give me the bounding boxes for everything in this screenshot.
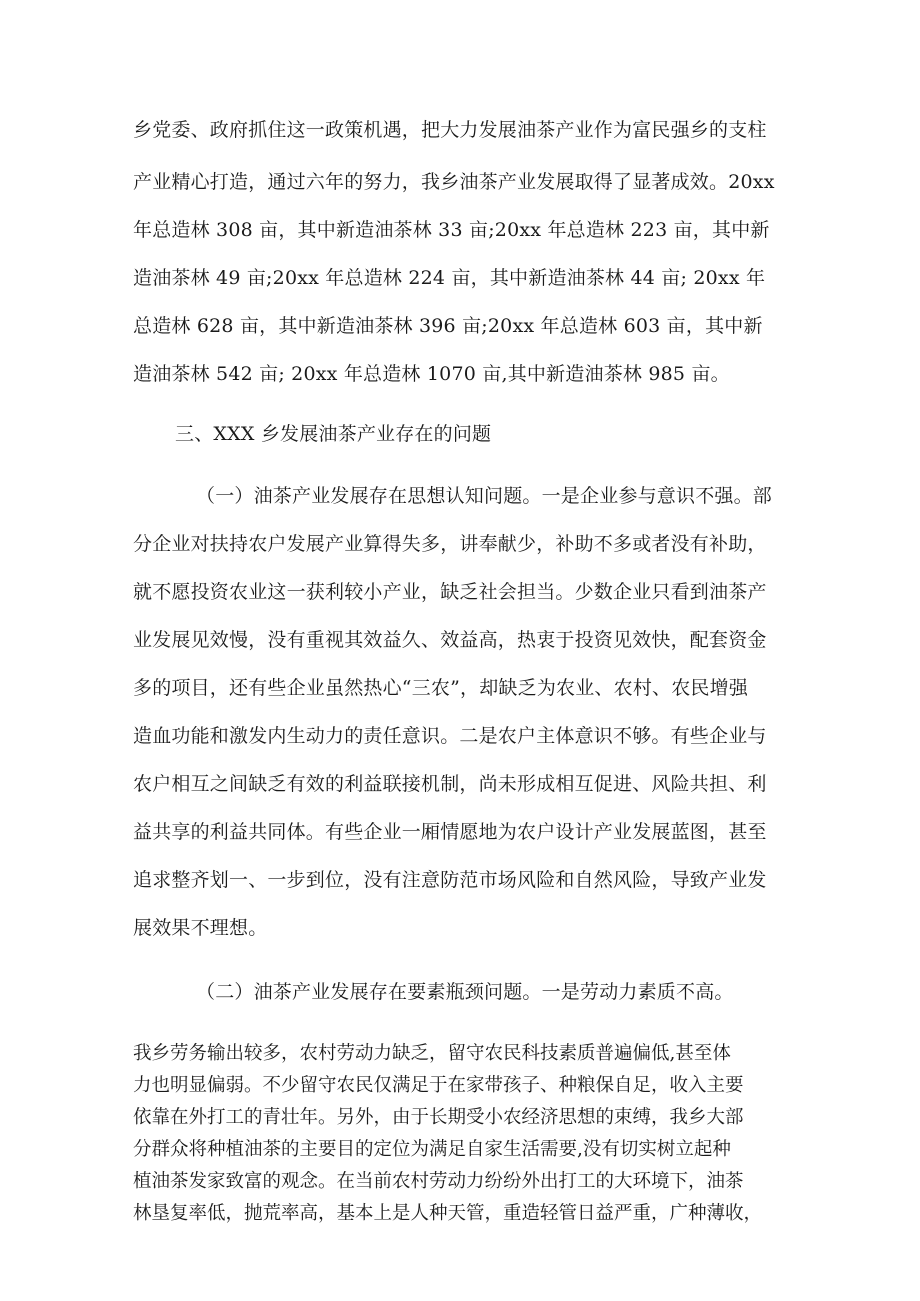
para-one-line-6: 造血功能和激发内生动力的责任意识。二是农户主体意识不够。有些企业与 bbox=[133, 725, 767, 747]
para-two-line-4: 分群众将种植油茶的主要目的定位为满足自家生活需要,没有切实树立起种 bbox=[133, 1139, 731, 1160]
para-two-heading: （二）油茶产业发展存在要素瓶颈问题。一是劳动力素质不高。 bbox=[196, 981, 734, 1003]
para-one-line-10: 展效果不理想。 bbox=[133, 917, 268, 939]
para-two-line-6: 林垦复率低，抛荒率高，基本上是人种天管，重造轻管日益严重，广种薄收， bbox=[133, 1203, 763, 1224]
para-two-line-3: 依靠在外打工的青壮年。另外，由于长期受小农经济思想的束缚，我乡大部 bbox=[133, 1107, 744, 1128]
para-one-line-2: 分企业对扶持农户发展产业算得失多，讲奉献少，补助不多或者没有补助， bbox=[133, 533, 767, 555]
intro-line-5: 总造林 628 亩，其中新造油茶林 396 亩;20xx 年总造林 603 亩，其中新 bbox=[133, 315, 763, 337]
para-one-line-7: 农户相互之间缺乏有效的利益联接机制，尚未形成相互促进、风险共担、利 bbox=[133, 773, 767, 795]
para-two-line-1: 我乡劳务输出较多，农村劳动力缺乏，留守农民科技素质普遍偏低,甚至体 bbox=[133, 1043, 731, 1064]
intro-line-6: 造油茶林 542 亩; 20xx 年总造林 1070 亩,其中新造油茶林 985 亩。 bbox=[133, 363, 730, 385]
para-two-line-2: 力也明显偏弱。不少留守农民仅满足于在家带孩子、种粮保自足，收入主要 bbox=[133, 1075, 744, 1096]
para-one-line-3: 就不愿投资农业这一获利较小产业，缺乏社会担当。少数企业只看到油茶产 bbox=[133, 581, 767, 603]
para-one-line-1: （一）油茶产业发展存在思想认知问题。一是企业参与意识不强。部 bbox=[196, 485, 773, 507]
para-one-line-9: 追求整齐划一、一步到位，没有注意防范市场风险和自然风险，导致产业发 bbox=[133, 869, 767, 891]
section-heading: 三、XXX 乡发展油茶产业存在的问题 bbox=[175, 423, 492, 445]
para-two-line-5: 植油茶发家致富的观念。在当前农村劳动力纷纷外出打工的大环境下，油茶 bbox=[133, 1171, 744, 1192]
para-one-line-8: 益共享的利益共同体。有些企业一厢情愿地为农户设计产业发展蓝图，甚至 bbox=[133, 821, 767, 843]
para-one-line-5: 多的项目，还有些企业虽然热心“三农”，却缺乏为农业、农村、农民增强 bbox=[133, 677, 749, 699]
intro-line-3: 年总造林 308 亩，其中新造油茶林 33 亩;20xx 年总造林 223 亩，其中新 bbox=[133, 219, 770, 241]
intro-line-1: 乡党委、政府抓住这一政策机遇，把大力发展油茶产业作为富民强乡的支柱 bbox=[133, 119, 767, 141]
para-one-line-4: 业发展见效慢，没有重视其效益久、效益高，热衷于投资见效快，配套资金 bbox=[133, 629, 767, 651]
intro-line-2: 产业精心打造，通过六年的努力，我乡油茶产业发展取得了显著成效。20xx bbox=[133, 171, 775, 193]
intro-line-4: 造油茶林 49 亩;20xx 年总造林 224 亩，其中新造油茶林 44 亩; 20xx 年 bbox=[133, 267, 766, 289]
